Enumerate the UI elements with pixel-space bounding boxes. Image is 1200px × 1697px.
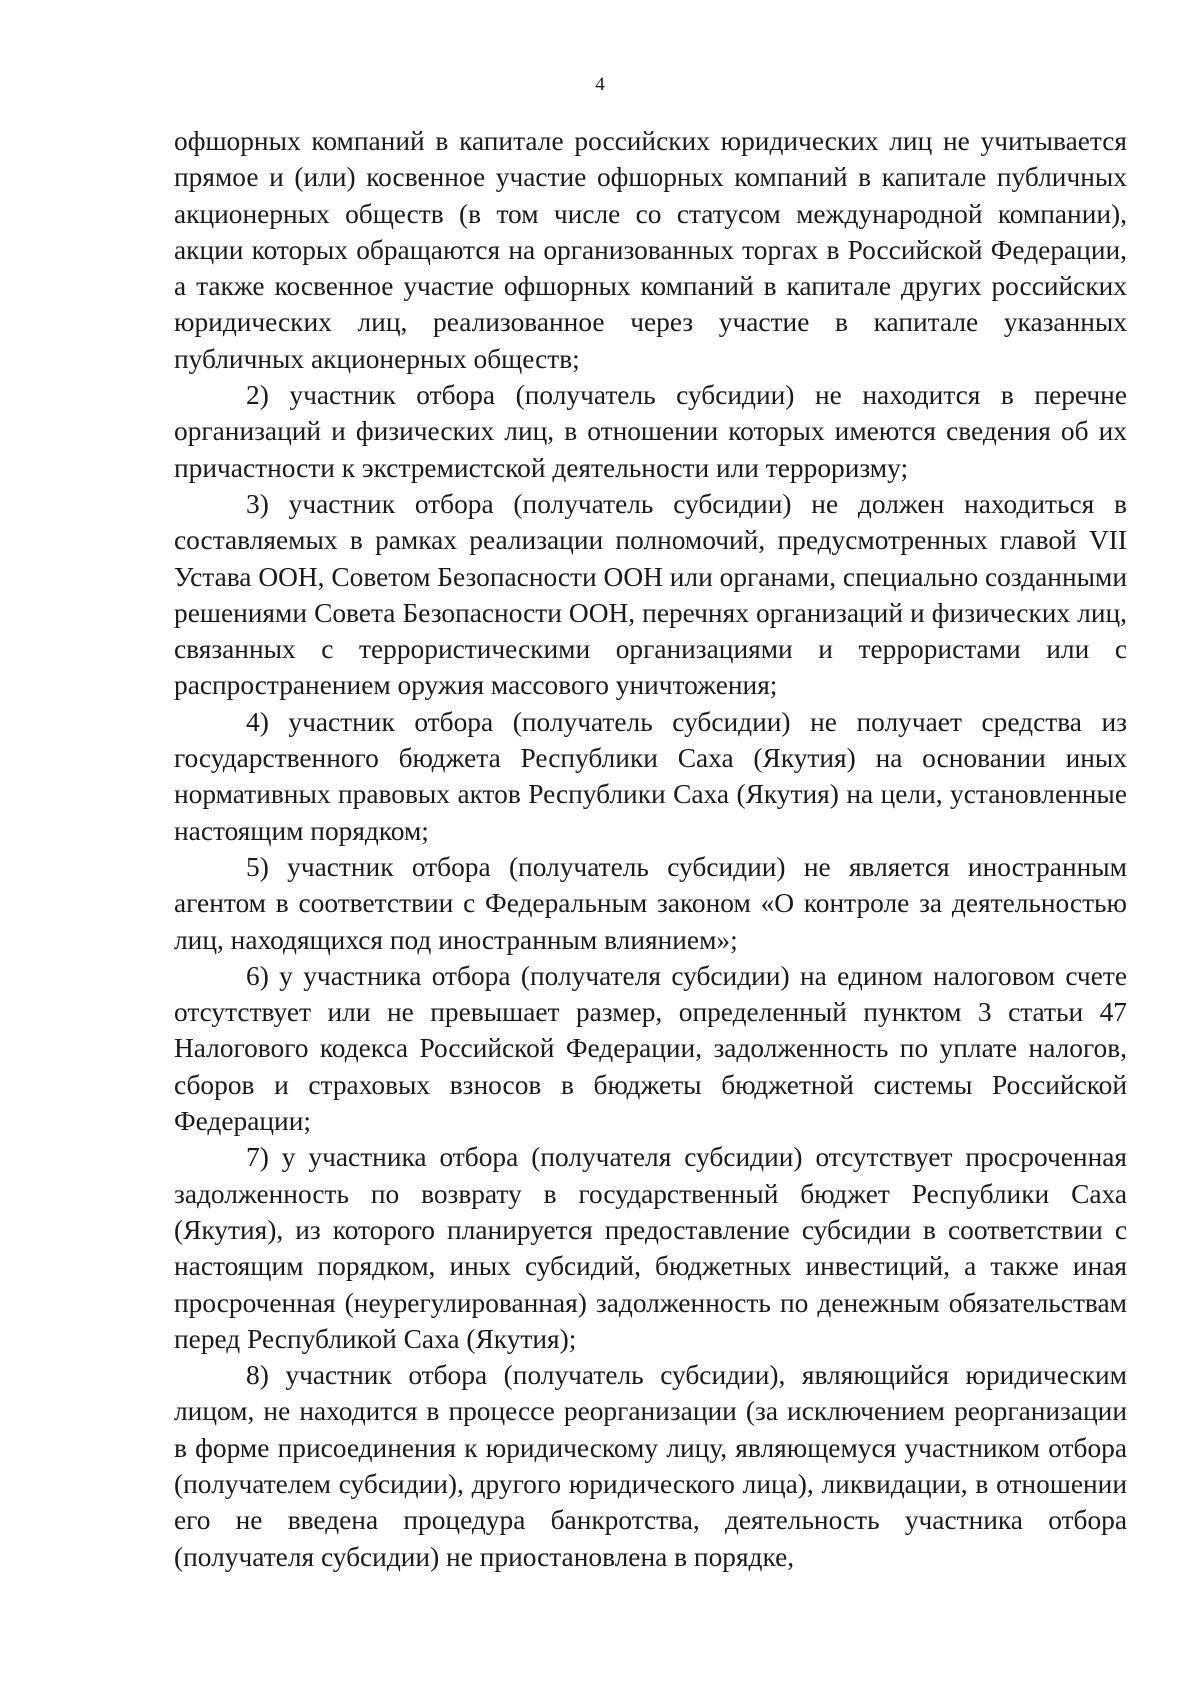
paragraph-2: 2) участник отбора (получатель субсидии) не находится в перечне организаций и физических лиц, в отношении которых имеются сведения об их причастности к экстремистской деятельности или терроризму; bbox=[174, 380, 1127, 483]
page-number: 4 bbox=[595, 74, 605, 95]
paragraph-8: 8) участник отбора (получатель субсидии), являющийся юридическим лицом, не находится в процессе реорганизации (за исключением реорганизации в форме присоединения к юридическому лицу, являющемуся участником отбора (получателем субсидии), другого юридического лица), ликвидации, в отношении его не введена процедура банкротства, деятельность участника отбора (получателя субсидии) не приостановлена в порядке, bbox=[174, 1360, 1127, 1572]
paragraph-3: 3) участник отбора (получатель субсидии) не должен находиться в составляемых в рамках реализации полномочий, предусмотренных главой VII Устава ООН, Советом Безопасности ООН или органами, специально созданными решениями Совета Безопасности ООН, перечнях организаций и физических лиц, связанных с террористическими организациями и террористами или с распространением оружия массового уничтожения; bbox=[174, 488, 1127, 701]
paragraph-1: офшорных компаний в капитале российских юридических лиц не учитывается прямое и (или) косвенное участие офшорных компаний в капитале публичных акционерных обществ (в том числе со статусом международной компании), акции которых обращаются на организованных торгах в Российской Федерации, а также косвенное участие офшорных компаний в капитале других российских юридических лиц, реализованное через участие в капитале указанных публичных акционерных обществ; bbox=[174, 126, 1127, 374]
paragraph-7: 7) у участника отбора (получателя субсидии) отсутствует просроченная задолженность по возврату в государственный бюджет Республики Саха (Якутия), из которого планируется предоставление субсидии в соответствии с настоящим порядком, иных субсидий, бюджетных инвестиций, а также иная просроченная (неурегулированная) задолженность по денежным обязательствам перед Республикой Саха (Якутия); bbox=[174, 1142, 1127, 1354]
paragraph-6: 6) у участника отбора (получателя субсидии) на едином налоговом счете отсутствует или не превышает размер, определенный пунктом 3 статьи 47 Налогового кодекса Российской Федерации, задолженность по уплате налогов, сборов и страховых взносов в бюджеты бюджетной системы Российской Федерации; bbox=[174, 960, 1127, 1137]
document-body bbox=[174, 123, 1127, 1575]
paragraph-5: 5) участник отбора (получатель субсидии) не является иностранным агентом в соответствии с Федеральным законом «О контроле за деятельностью лиц, находящихся под иностранным влиянием»; bbox=[174, 851, 1127, 955]
paragraph-4: 4) участник отбора (получатель субсидии) не получает средства из государственного бюджета Республики Саха (Якутия) на основании иных нормативных правовых актов Республики Саха (Якутия) на цели, установленные настоящим порядком; bbox=[174, 706, 1127, 846]
